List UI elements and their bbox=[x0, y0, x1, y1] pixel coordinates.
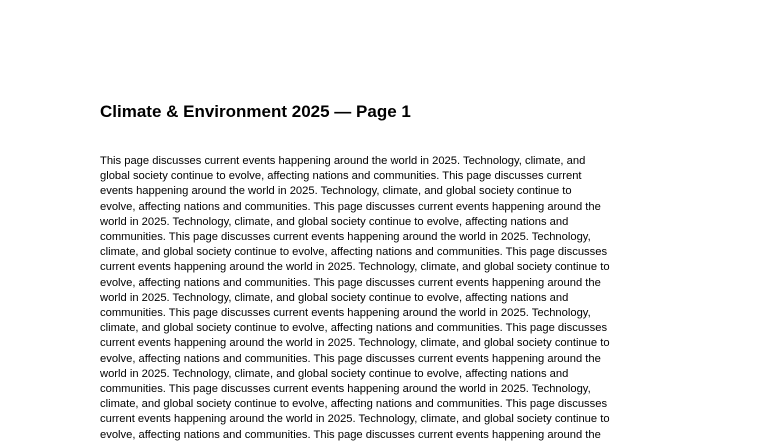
paragraph-line: communities. This page discusses current events happening around the world in 2025. Technology, bbox=[100, 231, 591, 244]
paragraph-line: evolve, affecting nations and communities. This page discusses current events happening around the bbox=[100, 352, 601, 365]
paragraph-line: evolve, affecting nations and communities. This page discusses current events happening around the bbox=[100, 276, 601, 289]
paragraph-line: global society continue to evolve, affecting nations and communities. This page discusses current bbox=[100, 170, 582, 183]
paragraph-line: evolve, affecting nations and communities. This page discusses current events happening around the bbox=[100, 428, 601, 441]
paragraph-line: current events happening around the world in 2025. Technology, climate, and global society continue to bbox=[100, 413, 610, 426]
paragraph-line: This page discusses current events happening around the world in 2025. Technology, climate, and bbox=[100, 155, 586, 167]
paragraph-line: communities. This page discusses current events happening around the world in 2025. Technology, bbox=[100, 383, 591, 396]
paragraph-line: world in 2025. Technology, climate, and global society continue to evolve, affecting nations and bbox=[100, 291, 569, 304]
paragraph-line: communities. This page discusses current events happening around the world in 2025. Technology, bbox=[100, 307, 591, 320]
paragraph-line: climate, and global society continue to evolve, affecting nations and communities. This page discusses bbox=[100, 322, 608, 335]
body-paragraph bbox=[100, 154, 610, 441]
paragraph-line: climate, and global society continue to evolve, affecting nations and communities. This page discusses bbox=[100, 246, 608, 259]
paragraph-line: world in 2025. Technology, climate, and global society continue to evolve, affecting nations and bbox=[100, 215, 569, 228]
page-title: Climate & Environment 2025 — Page 1 bbox=[100, 102, 411, 121]
paragraph-line: evolve, affecting nations and communities. This page discusses current events happening around the bbox=[100, 200, 601, 213]
paragraph-line: world in 2025. Technology, climate, and global society continue to evolve, affecting nations and bbox=[100, 367, 569, 380]
paragraph-line: climate, and global society continue to evolve, affecting nations and communities. This page discusses bbox=[100, 398, 608, 411]
paragraph-line: current events happening around the world in 2025. Technology, climate, and global society continue to bbox=[100, 337, 610, 350]
paragraph-line: events happening around the world in 2025. Technology, climate, and global society continue to bbox=[100, 185, 572, 198]
paragraph-line: current events happening around the world in 2025. Technology, climate, and global society continue to bbox=[100, 261, 610, 274]
